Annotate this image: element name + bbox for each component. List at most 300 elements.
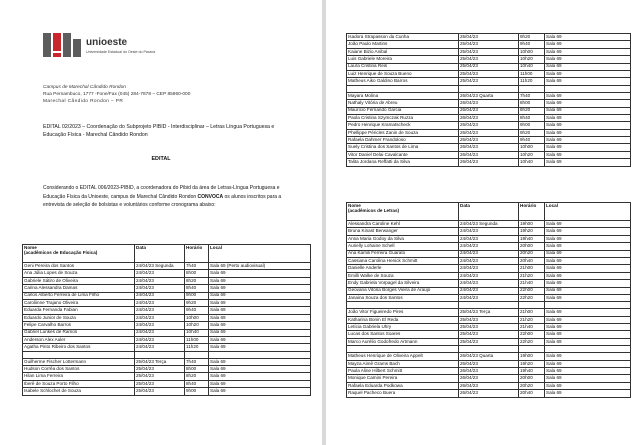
cell-time	[185, 351, 209, 358]
table-row	[347, 368, 631, 375]
cell-time: 8h40	[185, 285, 209, 292]
cell-date: 24/04/23	[459, 235, 519, 242]
table-row	[347, 78, 631, 85]
cell-date: 24/04/23	[135, 277, 185, 284]
cell-time: 7h40	[185, 263, 209, 270]
cell-place: Sala 69	[545, 257, 631, 264]
cell-place: Sala 69	[545, 360, 631, 367]
cell-place: Sala 69	[545, 137, 631, 144]
cell-place: Sala 69	[209, 380, 311, 387]
cell-name: Eduarda Fernanda Fabian	[23, 307, 135, 314]
cell-time: 10h40	[519, 159, 545, 166]
table-row	[23, 263, 311, 270]
cell-name: Kaiane Bizio Anibal	[347, 48, 459, 55]
cell-date: 25/04/23	[135, 388, 185, 395]
cell-place: Sala 69	[209, 336, 311, 343]
cell-time: 10h20	[519, 151, 545, 158]
cell-date: 25/04/23	[459, 338, 519, 345]
cell-date: 26/04/23	[459, 151, 519, 158]
cell-time: 19h40	[519, 368, 545, 375]
cell-name: Caroliinne Trajano Oliveira	[23, 299, 135, 306]
cell-date: 24/04/23	[135, 336, 185, 343]
cell-place: Sala 69	[209, 373, 311, 380]
cell-time: 20h00	[519, 243, 545, 250]
cell-place: Sala 69	[545, 63, 631, 70]
cell-name: Emilli Walke de Souza	[347, 272, 459, 279]
header-time: Horário	[519, 203, 545, 221]
cell-name: Bruna Kinast Berwanger	[347, 228, 459, 235]
cell-date: 24/04/23	[135, 292, 185, 299]
header-name-subtitle: (acadêmicos de Letras)	[348, 207, 400, 213]
cell-time: 19h00	[519, 353, 545, 360]
table-row	[347, 228, 631, 235]
cell-time: 21h40	[519, 280, 545, 287]
header-time: Horário	[185, 245, 209, 263]
table-spacer-row	[23, 351, 311, 358]
cell-place	[545, 85, 631, 92]
cell-time: 9h00	[185, 388, 209, 395]
table-row	[347, 257, 631, 264]
cell-date: 24/04/23	[135, 270, 185, 277]
cell-name: Endy Gabriela Vorpagel da Silveira	[347, 280, 459, 287]
cell-name: Monique Camini Pereira	[347, 375, 459, 382]
cell-place: Sala 69	[545, 41, 631, 48]
cell-date: 24/04/23 Segunda	[459, 221, 519, 228]
cell-date: 26/04/23	[459, 159, 519, 166]
cell-name: Hilan Lima Ferreira	[23, 373, 135, 380]
cell-name: Felipe Carvalho Barros	[23, 322, 135, 329]
cell-name: Gabriele Sátiro de Oliveira	[23, 277, 135, 284]
cell-place: Sala 69	[545, 265, 631, 272]
table-row	[347, 390, 631, 397]
header-place: Local	[209, 245, 311, 263]
cell-date: 26/04/23	[459, 114, 519, 121]
table-row	[347, 144, 631, 151]
cell-date: 24/04/23	[459, 272, 519, 279]
cell-time: 8h00	[185, 270, 209, 277]
cell-name: Anderson Alex Auler	[23, 336, 135, 343]
cell-place	[545, 302, 631, 309]
cell-date: 24/04/23	[459, 294, 519, 301]
cell-date: 26/04/23	[459, 360, 519, 367]
table-row	[347, 92, 631, 99]
cell-place: Sala 69	[545, 151, 631, 158]
cell-time: 21h20	[519, 316, 545, 323]
cell-name: Ana Júlia Lopes de Souza	[23, 270, 135, 277]
cell-name: Nathaly Vitória de Abreu	[347, 100, 459, 107]
cell-date: 25/04/23	[459, 34, 519, 41]
cell-name: Carlos Alberto Ferreira de Lima Filho	[23, 292, 135, 299]
cell-name: Isabele Schlochet de Souza	[23, 388, 135, 395]
cell-place	[545, 346, 631, 353]
table-row	[347, 360, 631, 367]
cell-date: 24/04/23	[459, 228, 519, 235]
brand-name: unioeste	[86, 37, 128, 48]
cell-place: Sala 69	[209, 358, 311, 365]
cell-time: 21h00	[519, 265, 545, 272]
table-row	[347, 159, 631, 166]
cell-time: 21h40	[519, 324, 545, 331]
table-row	[347, 353, 631, 360]
table-row	[23, 292, 311, 299]
cell-date: 25/04/23	[459, 63, 519, 70]
table-row	[23, 307, 311, 314]
cell-name: Suely Cristina dos Santos de Lima	[347, 144, 459, 151]
cell-place: Sala 69	[545, 122, 631, 129]
table-row	[347, 41, 631, 48]
cell-time: 22h00	[519, 331, 545, 338]
cell-date: 25/04/23	[135, 373, 185, 380]
cell-name: Paula Aline Hilbert Schmitt	[347, 368, 459, 375]
cell-place: Sala 69	[545, 56, 631, 63]
cell-place: Sala 69	[209, 344, 311, 351]
cell-time: 21h20	[519, 272, 545, 279]
cell-name: Iberê de Souza Porto Filho	[23, 380, 135, 387]
cell-time: 9h00	[519, 122, 545, 129]
cell-date: 24/04/23	[135, 307, 185, 314]
document-page-right	[326, 0, 640, 445]
cell-name	[23, 351, 135, 358]
cell-date: 24/04/23 Segunda	[135, 263, 185, 270]
table-row	[347, 56, 631, 63]
cell-time: 22h00	[519, 287, 545, 294]
cell-date: 24/04/23	[135, 322, 185, 329]
cell-time: 10h00	[519, 144, 545, 151]
table-row	[23, 344, 311, 351]
cell-place: Sala 69	[209, 388, 311, 395]
cell-time: 11h20	[185, 344, 209, 351]
table-row	[347, 338, 631, 345]
cell-name	[347, 346, 459, 353]
table-row	[347, 122, 631, 129]
cell-place: Sala 69	[545, 114, 631, 121]
cell-time: 9h40	[519, 137, 545, 144]
table-row	[347, 309, 631, 316]
cell-date: 24/04/23	[135, 344, 185, 351]
cell-date: 25/04/23	[135, 366, 185, 373]
cell-name: Luis Gabriele Moreira	[347, 56, 459, 63]
cell-name: Lucas dos Santos Soares	[347, 331, 459, 338]
cell-name: Talita Jordana Reffatti da Silva	[347, 159, 459, 166]
cell-date: 26/04/23	[459, 122, 519, 129]
cell-name	[347, 85, 459, 92]
cell-place: Sala 69	[545, 250, 631, 257]
address-city: Marechal Cândido Rondon – PR	[43, 99, 124, 104]
cell-place: Sala 69	[545, 129, 631, 136]
edital-title: EDITAL	[151, 156, 171, 162]
cell-name: Phellippe Péricles Zanin de Souza	[347, 129, 459, 136]
cell-date: 26/04/23	[459, 382, 519, 389]
cell-name: Isadora Strapasson da Cunha	[347, 34, 459, 41]
cell-place: Sala 69	[545, 280, 631, 287]
cell-time: 22h20	[519, 338, 545, 345]
cell-date: 24/04/23	[135, 314, 185, 321]
table-row	[347, 324, 631, 331]
schedule-table-educacao-fisica-cont	[346, 33, 631, 167]
cell-time: 8h00	[185, 366, 209, 373]
cell-time: 10h00	[519, 48, 545, 55]
cell-place: Sala 69	[545, 294, 631, 301]
cell-name: Gabriel Lunkes de Ramos	[23, 329, 135, 336]
cell-date: 26/04/23	[459, 375, 519, 382]
cell-time: 19h20	[519, 228, 545, 235]
cell-time: 11h00	[185, 336, 209, 343]
table-header-row	[23, 245, 311, 263]
cell-date: 25/04/23 Terça	[459, 309, 519, 316]
cell-name	[347, 302, 459, 309]
cell-date: 25/04/23 Terça	[135, 358, 185, 365]
cell-name: Luiz Henrique de Souza Bueno	[347, 70, 459, 77]
table-row	[23, 285, 311, 292]
table-row	[347, 107, 631, 114]
cell-place: Sala 69	[545, 368, 631, 375]
cell-date: 25/04/23	[459, 48, 519, 55]
cell-date: 26/04/23	[459, 390, 519, 397]
cell-name: Anna Maria Godoy da Silva	[347, 235, 459, 242]
cell-date: 24/04/23	[135, 285, 185, 292]
cell-name: Mayara Molina	[347, 92, 459, 99]
cell-time: 8h00	[519, 100, 545, 107]
cell-time: 8h40	[185, 380, 209, 387]
cell-date: 24/04/23	[459, 250, 519, 257]
table-spacer-row	[347, 85, 631, 92]
table-row	[23, 314, 311, 321]
cell-name: Raquel Pacheco Buera	[347, 390, 459, 397]
cell-date: 26/04/23	[459, 100, 519, 107]
cell-date: 25/04/23	[459, 56, 519, 63]
cell-time: 19h00	[519, 221, 545, 228]
table-row	[23, 366, 311, 373]
cell-time: 8h20	[185, 373, 209, 380]
cell-date: 26/04/23 Quarta	[459, 353, 519, 360]
cell-name: Pedro Henrique Kramatscheck	[347, 122, 459, 129]
cell-place: Sala 69	[545, 92, 631, 99]
cell-time: 10h40	[519, 63, 545, 70]
cell-time: 20h00	[519, 375, 545, 382]
cell-time: 8h20	[185, 277, 209, 284]
table-row	[23, 322, 311, 329]
cell-time: 20h40	[519, 257, 545, 264]
cell-place: Sala 69	[209, 292, 311, 299]
cell-time: 19h20	[519, 360, 545, 367]
cell-place: Sala 69	[545, 309, 631, 316]
cell-time	[519, 346, 545, 353]
table-spacer-row	[347, 302, 631, 309]
table-row	[347, 48, 631, 55]
cell-place: Sala 69	[209, 329, 311, 336]
table-row	[23, 299, 311, 306]
cell-time: 8h20	[519, 107, 545, 114]
cell-date: 25/04/23	[459, 316, 519, 323]
cell-name: Laura Cristina Reis	[347, 63, 459, 70]
cell-time	[519, 302, 545, 309]
cell-place: Sala 69	[209, 322, 311, 329]
cell-time: 7h40	[519, 92, 545, 99]
address-campus: Campus de Marechal Cândido Rondon	[43, 85, 126, 90]
table-spacer-row	[347, 346, 631, 353]
table-row	[347, 129, 631, 136]
cell-place: Sala 69	[545, 243, 631, 250]
table-row	[347, 235, 631, 242]
table-row	[23, 358, 311, 365]
cell-date: 24/04/23	[459, 243, 519, 250]
cell-place: Sala 69	[545, 382, 631, 389]
cell-date: 25/04/23	[459, 324, 519, 331]
table-row	[347, 375, 631, 382]
cell-date	[459, 346, 519, 353]
header-date: Data	[459, 203, 519, 221]
cell-place: Sala 69	[209, 307, 311, 314]
header-name-label: Nome	[348, 203, 361, 208]
cell-date	[135, 351, 185, 358]
cell-time: 7h40	[185, 358, 209, 365]
table-row	[347, 221, 631, 228]
cell-place: Sala 69	[545, 144, 631, 151]
cell-name: Janaina Souza dos Santos	[347, 294, 459, 301]
table-row	[23, 336, 311, 343]
header-name-subtitle: (acadêmicos de Educação Física)	[24, 249, 98, 255]
cell-time: 9h20	[519, 129, 545, 136]
cell-date: 24/04/23	[135, 329, 185, 336]
cell-name: João Paulo Martins	[347, 41, 459, 48]
cell-name: Katharina Bonin El Reda	[347, 316, 459, 323]
table-row	[347, 137, 631, 144]
table-row	[347, 331, 631, 338]
cell-date: 25/04/23	[459, 78, 519, 85]
cell-name: Maurício Fernando Garcia	[347, 107, 459, 114]
intro-text-start: Considerando o EDITAL 006/2023-PIBID, a coordenadora do Pibid da área de Letras-Língua Portuguesa e Educação Física da Unioeste, campus de Marechal Cândido Rondon	[43, 185, 280, 200]
intro-text-end: os alunos inscritos para a entrevista de seleção de bolsistas e voluntários conforme cronograma abaixo:	[43, 193, 282, 209]
cell-place: Sala 69	[545, 159, 631, 166]
cell-place: Sala 69	[545, 100, 631, 107]
unioeste-logo-icon	[43, 33, 81, 57]
cell-place: Sala 69	[545, 34, 631, 41]
cell-place: Sala 69	[209, 285, 311, 292]
cell-date: 25/04/23	[459, 331, 519, 338]
cell-time: 8h40	[519, 114, 545, 121]
table-row	[347, 100, 631, 107]
table-row	[347, 250, 631, 257]
cell-name: Geovana Vitória Borges Vieira de Araújo	[347, 287, 459, 294]
cell-name: Cassiana Carolina Henick Schmitt	[347, 257, 459, 264]
cell-date: 26/04/23 Quarta	[459, 92, 519, 99]
cell-name: Paola Cristina Szymczak Ruzza	[347, 114, 459, 121]
cell-place: Sala 69	[545, 70, 631, 77]
cell-date: 24/04/23	[459, 280, 519, 287]
table-row	[23, 270, 311, 277]
table-row	[347, 70, 631, 77]
cell-date: 25/04/23	[459, 70, 519, 77]
table-row	[347, 287, 631, 294]
cell-time: 10h20	[519, 56, 545, 63]
cell-place: Sala 69	[545, 331, 631, 338]
cell-name: Hudson Corrêa dos Santos	[23, 366, 135, 373]
cell-name: Guilherme Fischer Lottermann	[23, 358, 135, 365]
table-row	[347, 382, 631, 389]
cell-time: 9h20	[519, 34, 545, 41]
cell-place: Sala 69	[545, 390, 631, 397]
schedule-table-educacao-fisica	[22, 244, 311, 396]
table-row	[347, 63, 631, 70]
cell-place: Sala 69	[209, 270, 311, 277]
cell-name: Agatha Pinto Ribeiro dos Santos	[23, 344, 135, 351]
cell-date: 26/04/23	[459, 137, 519, 144]
cell-date: 24/04/23	[135, 299, 185, 306]
cell-place: Sala 69	[545, 272, 631, 279]
header-name	[23, 245, 135, 263]
cell-name: Eduardo Junior de Souza	[23, 314, 135, 321]
table-row	[347, 294, 631, 301]
brand-subtitle: Universidade Estadual do Oeste do Paraná	[86, 50, 156, 54]
cell-time: 9h40	[185, 307, 209, 314]
cell-place: Sala 69	[545, 324, 631, 331]
cell-time: 19h40	[519, 235, 545, 242]
cell-name: Letícia Gabriela Uhry	[347, 324, 459, 331]
cell-time: 11h00	[519, 70, 545, 77]
intro-paragraph	[43, 184, 293, 210]
cell-place: Sala 69 (Perto audiovisual)	[209, 263, 311, 270]
cell-time: 10h00	[185, 314, 209, 321]
cell-place: Sala 69	[209, 299, 311, 306]
cell-date: 25/04/23	[135, 380, 185, 387]
cell-time: 20h20	[519, 382, 545, 389]
cell-place: Sala 69	[545, 235, 631, 242]
cell-time: 21h00	[519, 309, 545, 316]
table-row	[347, 316, 631, 323]
cell-time: 9h20	[185, 299, 209, 306]
cell-place: Sala 69	[545, 228, 631, 235]
cell-time: 9h00	[185, 292, 209, 299]
cell-place: Sala 69	[545, 78, 631, 85]
cell-name: Aurielly Lohaine Schell	[347, 243, 459, 250]
cell-place	[209, 351, 311, 358]
cell-date: 26/04/23	[459, 144, 519, 151]
cell-name: Alessandra Caroline Kehl	[347, 221, 459, 228]
header-date: Data	[135, 245, 185, 263]
table-row	[23, 380, 311, 387]
cell-date: 26/04/23	[459, 368, 519, 375]
cell-time	[519, 85, 545, 92]
table-row	[347, 280, 631, 287]
cell-time: 10h20	[185, 322, 209, 329]
cell-time: 22h20	[519, 294, 545, 301]
cell-name: Marco Aurélio Godofredo Artmann	[347, 338, 459, 345]
table-row	[23, 388, 311, 395]
cell-place: Sala 69	[545, 107, 631, 114]
cell-date: 24/04/23	[459, 257, 519, 264]
cell-time: 10h40	[185, 329, 209, 336]
intro-convoca: CONVOCA	[197, 193, 224, 200]
cell-time: 20h20	[519, 250, 545, 257]
cell-time: 11h20	[519, 78, 545, 85]
table-row	[23, 329, 311, 336]
table-row	[347, 243, 631, 250]
cell-place: Sala 69	[545, 221, 631, 228]
cell-date: 24/04/23	[459, 265, 519, 272]
cell-time: 9h40	[519, 41, 545, 48]
cell-name: Ana Kamili Ferreira Guarato	[347, 250, 459, 257]
cell-name: João Vitor Figueiredo Pires	[347, 309, 459, 316]
cell-place: Sala 69	[545, 338, 631, 345]
cell-place: Sala 69	[545, 316, 631, 323]
edital-heading: EDITAL 02/2023 – Coordenação do Subprojeto PIBID - Interdisciplinar – Letras Língua Portuguesa e Educação Física - Marechal Cândido Rondon	[43, 124, 275, 138]
cell-name: Vitor Daniel Delai Cavalcante	[347, 151, 459, 158]
cell-place: Sala 69	[545, 287, 631, 294]
cell-place: Sala 69	[545, 375, 631, 382]
cell-date: 24/04/23	[459, 287, 519, 294]
schedule-table-letras	[346, 202, 631, 398]
cell-place: Sala 69	[209, 314, 311, 321]
